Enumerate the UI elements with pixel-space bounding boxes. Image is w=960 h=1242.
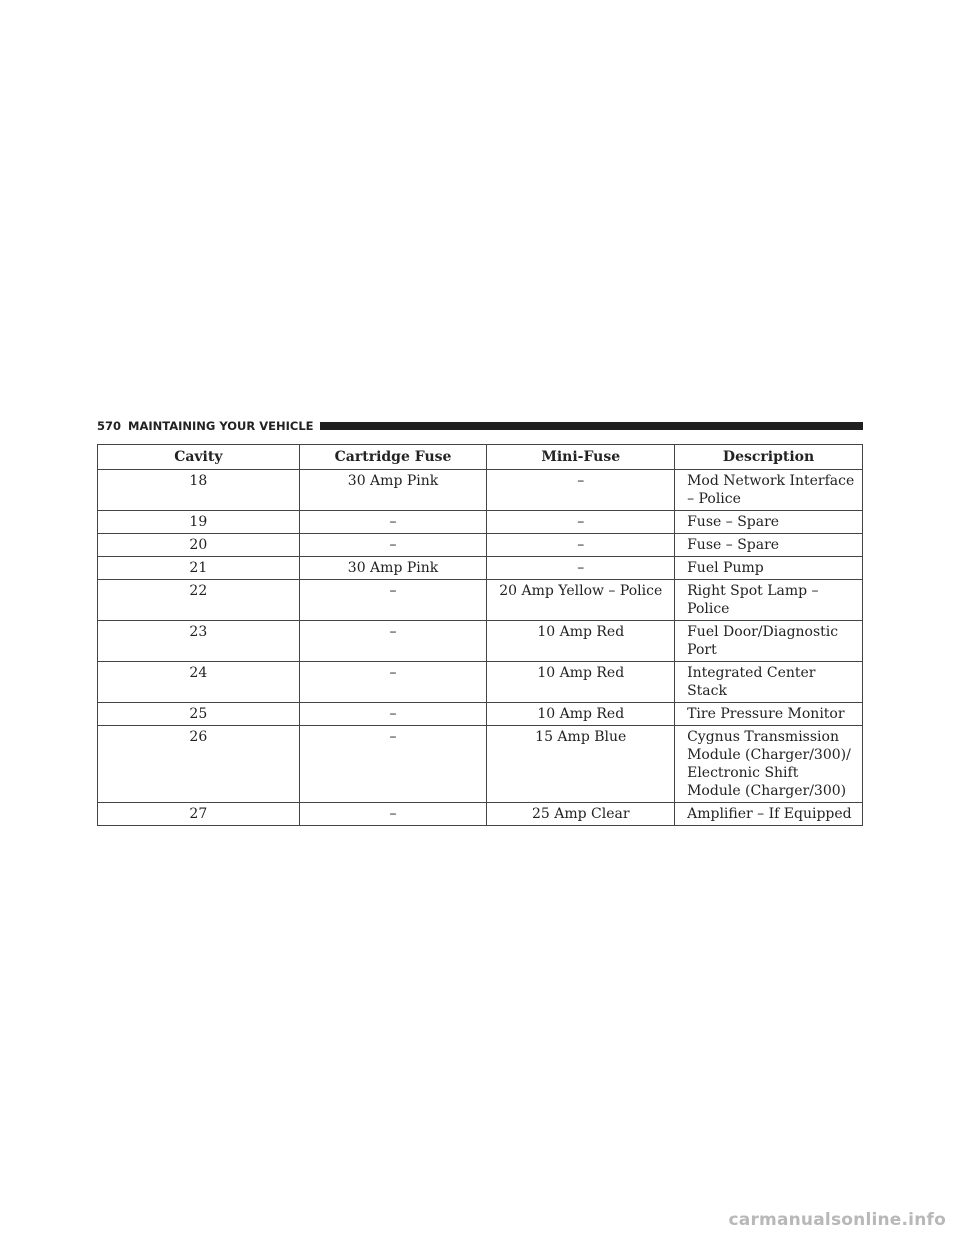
table-row — [98, 621, 863, 662]
table-row — [98, 580, 863, 621]
description-cell: Mod Network Interface – Police — [675, 470, 863, 511]
cartridge-fuse-cell: – — [299, 803, 487, 826]
cavity-cell: 26 — [98, 726, 300, 803]
description-cell: Fuel Door/Diagnostic Port — [675, 621, 863, 662]
mini-fuse-cell: 10 Amp Red — [487, 621, 675, 662]
cavity-cell: 27 — [98, 803, 300, 826]
page-number: 570 — [97, 419, 122, 433]
cavity-cell: 18 — [98, 470, 300, 511]
mini-fuse-cell: 10 Amp Red — [487, 703, 675, 726]
watermark-text: carmanualsonline.info — [728, 1210, 946, 1230]
page-header — [97, 419, 863, 433]
description-cell: Fuse – Spare — [675, 534, 863, 557]
cartridge-fuse-cell: 30 Amp Pink — [299, 470, 487, 511]
description-cell: Right Spot Lamp – Police — [675, 580, 863, 621]
description-cell: Amplifier – If Equipped — [675, 803, 863, 826]
mini-fuse-cell: – — [487, 470, 675, 511]
fuse-table — [97, 444, 863, 826]
table-row — [98, 703, 863, 726]
cartridge-fuse-cell: – — [299, 580, 487, 621]
table-row — [98, 557, 863, 580]
cavity-cell: 25 — [98, 703, 300, 726]
mini-fuse-cell: – — [487, 511, 675, 534]
cartridge-fuse-cell: – — [299, 621, 487, 662]
cartridge-fuse-cell: – — [299, 511, 487, 534]
table-row — [98, 803, 863, 826]
column-header-cartridge-fuse: Cartridge Fuse — [299, 445, 487, 470]
cavity-cell: 24 — [98, 662, 300, 703]
table-row — [98, 511, 863, 534]
table-row — [98, 726, 863, 803]
cartridge-fuse-cell: – — [299, 662, 487, 703]
mini-fuse-cell: 20 Amp Yellow – Police — [487, 580, 675, 621]
header-rule — [320, 422, 863, 430]
mini-fuse-cell: – — [487, 557, 675, 580]
description-cell: Fuse – Spare — [675, 511, 863, 534]
column-header-mini-fuse: Mini-Fuse — [487, 445, 675, 470]
cavity-cell: 19 — [98, 511, 300, 534]
description-cell: Integrated Center Stack — [675, 662, 863, 703]
table-row — [98, 662, 863, 703]
table-row — [98, 470, 863, 511]
section-title: MAINTAINING YOUR VEHICLE — [128, 419, 314, 433]
cartridge-fuse-cell: – — [299, 534, 487, 557]
cavity-cell: 20 — [98, 534, 300, 557]
table-header-row — [98, 445, 863, 470]
cartridge-fuse-cell: 30 Amp Pink — [299, 557, 487, 580]
column-header-description: Description — [675, 445, 863, 470]
cartridge-fuse-cell: – — [299, 703, 487, 726]
mini-fuse-cell: 15 Amp Blue — [487, 726, 675, 803]
mini-fuse-cell: – — [487, 534, 675, 557]
cartridge-fuse-cell: – — [299, 726, 487, 803]
column-header-cavity: Cavity — [98, 445, 300, 470]
cavity-cell: 21 — [98, 557, 300, 580]
table-row — [98, 534, 863, 557]
description-cell: Cygnus Transmission Module (Charger/300)/ Electronic Shift Module (Charger/300) — [675, 726, 863, 803]
description-cell: Fuel Pump — [675, 557, 863, 580]
cavity-cell: 22 — [98, 580, 300, 621]
cavity-cell: 23 — [98, 621, 300, 662]
mini-fuse-cell: 25 Amp Clear — [487, 803, 675, 826]
description-cell: Tire Pressure Monitor — [675, 703, 863, 726]
mini-fuse-cell: 10 Amp Red — [487, 662, 675, 703]
